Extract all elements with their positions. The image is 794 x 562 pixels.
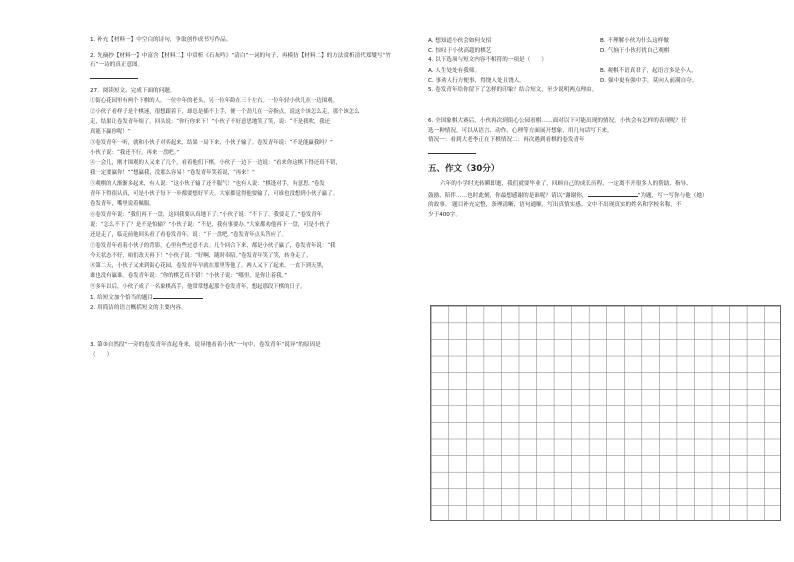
title-blank[interactable] [153,292,203,299]
options-q4-row-1 [428,66,780,76]
passage-line: ⑤观棋的人渐渐多起来，有人说：“这小伙子输了还不服气！”也有人说：“棋逢对手，有意思。”卷发 [90,180,325,187]
option-4a[interactable]: A. 人生处处有我师。 [428,67,481,74]
sub-question-2: 2. 用简洁的语言概括短文的主要内容。 [90,304,187,311]
passage-line: ④一会儿，刚才围观的人又来了几个，看着他们下棋，小伙子一边下一边说：“看来你这棋下得还真不错， [90,160,341,167]
option-d[interactable]: D. 气恼于小伙打扰自己观棋 [600,48,670,54]
option-a[interactable]: A. 想知道小伙会如何支招 [428,38,492,44]
passage-line: ⑥卷发青年说：“我们再下一盘，这回我要认真地下了。”小伙子说：“不下了，我要走了。”卷发青年 [90,211,323,218]
passage-line: 真能下赢你呢！” [90,129,131,136]
passage-line: ①街心花园里有两个下棋的人。一位中年的老头，另一位年龄在三十左右。一位年轻小伙儿在一边围观。 [90,98,338,105]
composition-heading: 五、作文（30分） [428,163,500,174]
question-6-line-3: 情况一：看到大老李正在下棋情况二：再次遇到看棋的卷发青年 [428,137,585,144]
option-c[interactable]: C. 惊叹于小伙高超的棋艺 [428,48,492,54]
passage-line: 青年下得很认真，可是小伙子每下一步都要想好半天。大家都觉得他要输了，可谁也没想到小伙子赢了。 [90,191,338,198]
passage-line: 走，结果让卷发青年烦了，回头说：“你行你来下！”小伙子不好意思地笑了笑，说：“不是我吹，我还 [90,118,331,125]
question-2-line-2: 石”一诗的真正意图。 [90,62,144,69]
writing-grid[interactable] [430,305,781,521]
passage-line: 小伙子说：“我还不行，再来一盘吧。” [90,149,180,156]
passage-line: ⑨多年以后，小伙子成了一名象棋高手，他常常想起那个卷发青年，想起那段下棋的日子。 [90,283,306,290]
passage-line: ⑦卷发青年看着小伙子的背影，心里有些过意不去。几个回合下来，都是小伙子赢了，卷发青年说：“我 [90,242,336,249]
passage-line: 今天状态不好，咱们改天再下！”小伙子说：“好啊，随时奉陪。”卷发青年笑了笑，转身走了。 [90,252,312,259]
essay-title-blank[interactable] [588,190,638,197]
passage-line: 谁也没有赢谁。卷发青年说：“你的棋艺真不错！”小伙子说：“哪里，是你让着我。” [90,273,287,280]
right-column [428,36,780,220]
reading-passage [90,96,410,292]
passage-line: ②小伙子看样子是个棋迷，很想跟着下，却总是插不上手，便一个劲儿在一旁指点，说这个该怎么走，那个该怎么 [90,108,360,115]
passage-line: 还是走了，临走前他回头看了看卷发青年，说：“下一盘吧。”卷发青年点头答应了。 [90,232,287,239]
options-q3-row-2 [428,46,780,56]
option-b[interactable]: B. 不理解小伙为什么这样做 [600,38,669,44]
options-q4-row-2 [428,76,780,86]
passage-line: ③卷发青年一听，就和小伙子对弈起来，结果一局下来，小伙子输了。卷发青年说：“不是能赢我吗？” [90,139,333,146]
question-4: 4. 以下选项与短文内容不相符的一项是（ ） [428,57,547,63]
essay-prompt-1: 六年的小学时光转瞬即逝，我们就要毕业了，回顾自己的成长历程，一定离不开很多人的帮助、指导、 [440,180,692,187]
question-27-title: 27．阅读短文，完成下面的问题。 [90,87,176,94]
question-5: 5. 卷发青年给你留下了怎样的印象？结合短文，至少说明两点理由。 [428,86,598,93]
passage-line: ⑧第二天，小伙子又来到街心花园，卷发青年早就在那里等他了。两人又下了起来，一直下到天黑， [90,263,328,270]
option-4d[interactable]: D. 强中更有强中手，莫向人前满自夸。 [600,77,698,84]
option-4b[interactable]: B. 观棋不语真君子，起语言多是小人。 [600,67,697,74]
passage-line: 我一定要赢你！”“想赢我，没那么容易！”卷发青年笑着说，“再来！” [90,170,255,177]
sub-question-3-paren: （ ） [90,351,113,358]
question-6-line-2: 选一种情况，可以从语言、动作、心理等方面展开想象，用几句话写下来。 [428,127,613,134]
options-q3-row-1 [428,36,780,46]
option-4c[interactable]: C. 事劝人行方便事，得饶人处且饶人。 [428,77,525,84]
passage-line: 说：“怎么不下了？是不是怕输？”小伙子说：“不是，我有事要办。”大家都劝他再下一盘，可是小伙子 [90,221,331,228]
sub-question-1: 1. 给短文加个恰当的题目 [90,292,410,304]
essay-prompt-4: 少于400字。 [428,211,462,218]
question-2-line-1: 2. 先摘抄【材料一】中富含【材料二】中赏析《石灰吟》“清白”一词的句子，再模仿【材料二】的方法赏析清代郑燮写“竹 [90,52,392,59]
passage-line: 卷发青年，嘴里说着佩服。 [90,201,155,208]
question-1: 1. 补充【材料一】中空白的诗句，争取创作成书写作品。 [90,37,232,43]
question-6-line-1: 6. 全国象棋大赛后，小伙再次到街心公园看棋……面对以下可能出现的情况，小伙会有怎样的表现呢？任 [428,118,687,125]
answer-line-6[interactable] [428,152,476,154]
essay-prompt-2: 鼓励、陪伴……也时此刻，你最想感谢的是谁呢？请以“谢谢你， ”为题，写一写你与他（她） [428,190,780,202]
answer-line[interactable] [90,77,138,79]
essay-prompt-3: 的故事。 题目补充完整，条理清晰，语句通顺，写出真情实感。文中不出现真实的姓名和学校名称，不 [428,202,682,209]
left-column [90,36,410,360]
sub-question-3: 3. 第③自然段“一旁的卷发青年直起身来，说异地看着小伙”一句中，卷发青年“说异”的原因是 [90,342,321,349]
